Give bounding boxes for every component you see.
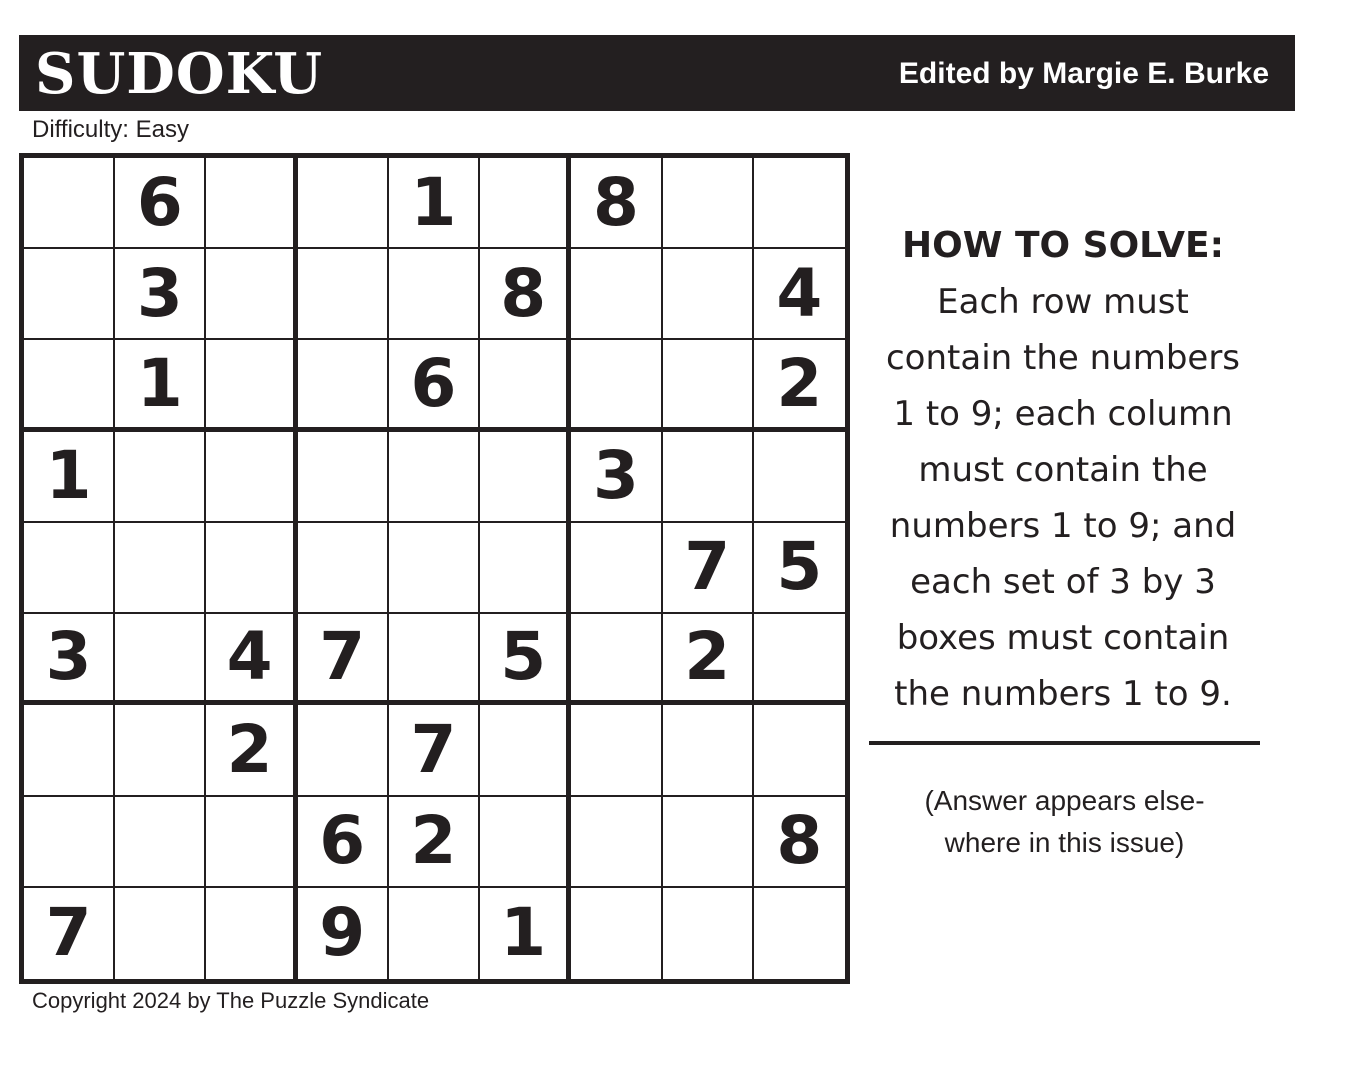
given-cell: 3 <box>571 432 662 523</box>
empty-cell[interactable] <box>571 705 662 796</box>
given-cell: 7 <box>389 705 480 796</box>
given-cell: 8 <box>480 249 571 340</box>
empty-cell[interactable] <box>24 340 115 431</box>
empty-cell[interactable] <box>571 797 662 888</box>
given-cell: 8 <box>571 158 662 249</box>
empty-cell[interactable] <box>480 432 571 523</box>
empty-cell[interactable] <box>663 705 754 796</box>
empty-cell[interactable] <box>663 888 754 979</box>
empty-cell[interactable] <box>298 523 389 614</box>
empty-cell[interactable] <box>480 523 571 614</box>
empty-cell[interactable] <box>298 432 389 523</box>
given-cell: 6 <box>115 158 206 249</box>
copyright-notice: Copyright 2024 by The Puzzle Syndicate <box>32 988 430 1013</box>
given-cell: 3 <box>24 614 115 705</box>
answer-note-line: where in this issue) <box>944 827 1185 858</box>
given-cell: 6 <box>389 340 480 431</box>
given-cell: 9 <box>298 888 389 979</box>
empty-cell[interactable] <box>480 340 571 431</box>
empty-cell[interactable] <box>663 249 754 340</box>
editor-credit: Edited by Margie E. Burke <box>898 57 1269 90</box>
given-cell: 7 <box>663 523 754 614</box>
empty-cell[interactable] <box>754 705 845 796</box>
instruction-line: 1 to 9; each column <box>893 394 1233 434</box>
instruction-line: contain the numbers <box>885 338 1241 378</box>
empty-cell[interactable] <box>663 797 754 888</box>
given-cell: 5 <box>754 523 845 614</box>
empty-cell[interactable] <box>480 705 571 796</box>
empty-cell[interactable] <box>571 249 662 340</box>
empty-cell[interactable] <box>115 432 206 523</box>
empty-cell[interactable] <box>389 249 480 340</box>
given-cell: 4 <box>206 614 297 705</box>
empty-cell[interactable] <box>24 797 115 888</box>
empty-cell[interactable] <box>571 888 662 979</box>
empty-cell[interactable] <box>115 523 206 614</box>
empty-cell[interactable] <box>206 340 297 431</box>
empty-cell[interactable] <box>663 432 754 523</box>
given-cell: 1 <box>389 158 480 249</box>
sudoku-logo: SUDOKU <box>35 41 324 107</box>
answer-note <box>868 780 1261 864</box>
empty-cell[interactable] <box>24 523 115 614</box>
empty-cell[interactable] <box>754 432 845 523</box>
given-cell: 2 <box>663 614 754 705</box>
empty-cell[interactable] <box>24 705 115 796</box>
instruction-line: boxes must contain <box>896 618 1230 658</box>
empty-cell[interactable] <box>480 158 571 249</box>
empty-cell[interactable] <box>298 158 389 249</box>
empty-cell[interactable] <box>389 523 480 614</box>
instruction-line: numbers 1 to 9; and <box>889 506 1237 546</box>
empty-cell[interactable] <box>206 158 297 249</box>
empty-cell[interactable] <box>115 614 206 705</box>
empty-cell[interactable] <box>571 340 662 431</box>
instruction-line: must contain the <box>918 450 1208 490</box>
given-cell: 4 <box>754 249 845 340</box>
given-cell: 8 <box>754 797 845 888</box>
empty-cell[interactable] <box>754 888 845 979</box>
empty-cell[interactable] <box>24 158 115 249</box>
empty-cell[interactable] <box>571 523 662 614</box>
empty-cell[interactable] <box>206 523 297 614</box>
empty-cell[interactable] <box>206 432 297 523</box>
empty-cell[interactable] <box>298 340 389 431</box>
sudoku-grid <box>19 153 850 984</box>
instruction-line: each set of 3 by 3 <box>910 562 1216 602</box>
given-cell: 3 <box>115 249 206 340</box>
empty-cell[interactable] <box>24 249 115 340</box>
how-to-solve-panel <box>862 218 1264 722</box>
given-cell: 1 <box>480 888 571 979</box>
empty-cell[interactable] <box>298 705 389 796</box>
empty-cell[interactable] <box>571 614 662 705</box>
empty-cell[interactable] <box>480 797 571 888</box>
empty-cell[interactable] <box>389 888 480 979</box>
empty-cell[interactable] <box>115 797 206 888</box>
empty-cell[interactable] <box>298 249 389 340</box>
empty-cell[interactable] <box>206 797 297 888</box>
given-cell: 2 <box>206 705 297 796</box>
divider-rule <box>869 741 1260 745</box>
given-cell: 1 <box>115 340 206 431</box>
given-cell: 1 <box>24 432 115 523</box>
given-cell: 7 <box>24 888 115 979</box>
empty-cell[interactable] <box>389 432 480 523</box>
empty-cell[interactable] <box>115 705 206 796</box>
empty-cell[interactable] <box>754 158 845 249</box>
empty-cell[interactable] <box>206 888 297 979</box>
empty-cell[interactable] <box>663 340 754 431</box>
empty-cell[interactable] <box>389 614 480 705</box>
instruction-line: Each row must <box>937 282 1189 322</box>
answer-note-line: (Answer appears else- <box>924 785 1205 816</box>
difficulty-label: Difficulty: Easy <box>32 116 189 143</box>
how-to-solve-title: HOW TO SOLVE: <box>901 225 1225 266</box>
given-cell: 5 <box>480 614 571 705</box>
empty-cell[interactable] <box>206 249 297 340</box>
instruction-line: the numbers 1 to 9. <box>894 674 1232 714</box>
given-cell: 2 <box>389 797 480 888</box>
empty-cell[interactable] <box>115 888 206 979</box>
empty-cell[interactable] <box>754 614 845 705</box>
given-cell: 6 <box>298 797 389 888</box>
given-cell: 7 <box>298 614 389 705</box>
header-bar <box>19 35 1295 111</box>
given-cell: 2 <box>754 340 845 431</box>
empty-cell[interactable] <box>663 158 754 249</box>
